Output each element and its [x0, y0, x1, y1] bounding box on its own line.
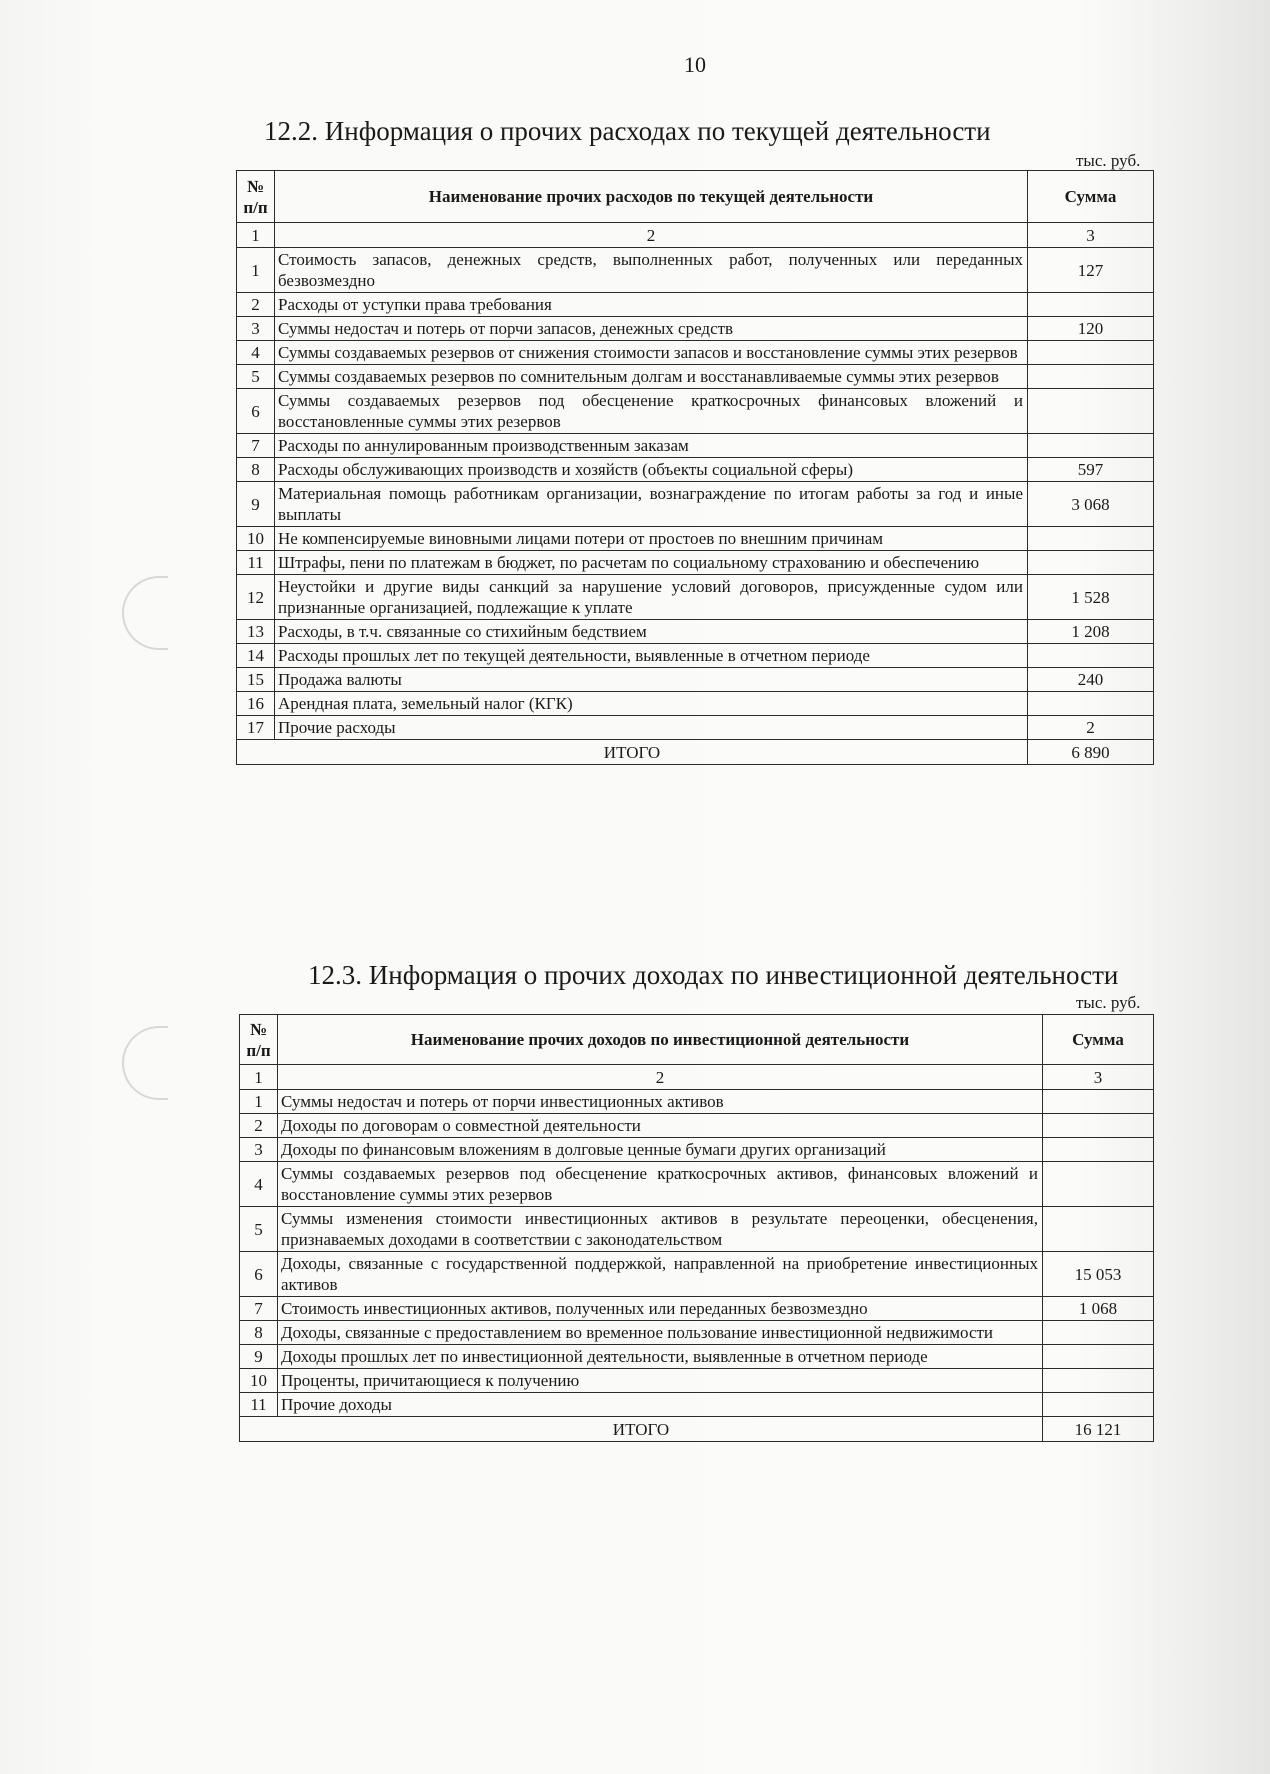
row-name: Материальная помощь работникам организации, вознаграждение по итогам работы за год и иные выплаты — [275, 482, 1028, 527]
table-row — [237, 620, 1154, 644]
row-number: 9 — [240, 1345, 278, 1369]
row-sum: 597 — [1028, 458, 1154, 482]
row-sum — [1028, 365, 1154, 389]
row-number: 2 — [237, 293, 275, 317]
row-sum — [1043, 1138, 1154, 1162]
table-row — [240, 1207, 1154, 1252]
expenses-table — [236, 170, 1154, 765]
total-label: ИТОГО — [240, 1417, 1043, 1442]
index-row — [237, 223, 1154, 248]
row-sum — [1043, 1090, 1154, 1114]
row-number: 11 — [240, 1393, 278, 1417]
row-number: 10 — [240, 1369, 278, 1393]
row-name: Доходы, связанные с предоставлением во временное пользование инвестиционной недвижимости — [278, 1321, 1043, 1345]
index-cell: 2 — [278, 1065, 1043, 1090]
index-cell: 2 — [275, 223, 1028, 248]
row-sum: 2 — [1028, 716, 1154, 740]
expenses-body — [237, 248, 1154, 740]
table-row — [237, 293, 1154, 317]
row-name: Доходы, связанные с государственной поддержкой, направленной на приобретение инвестиционных активов — [278, 1252, 1043, 1297]
row-sum — [1043, 1162, 1154, 1207]
table-row — [237, 389, 1154, 434]
row-number: 2 — [240, 1114, 278, 1138]
row-name: Расходы прошлых лет по текущей деятельности, выявленные в отчетном периоде — [275, 644, 1028, 668]
row-name: Суммы недостач и потерь от порчи инвестиционных активов — [278, 1090, 1043, 1114]
row-name: Расходы обслуживающих производств и хозяйств (объекты социальной сферы) — [275, 458, 1028, 482]
row-name: Прочие доходы — [278, 1393, 1043, 1417]
row-sum — [1028, 692, 1154, 716]
table-row — [237, 434, 1154, 458]
table-row — [237, 341, 1154, 365]
row-number: 3 — [240, 1138, 278, 1162]
row-number: 6 — [237, 389, 275, 434]
table-row — [237, 551, 1154, 575]
row-number: 8 — [240, 1321, 278, 1345]
row-number: 5 — [237, 365, 275, 389]
row-sum — [1028, 341, 1154, 365]
row-sum — [1043, 1369, 1154, 1393]
row-name: Штрафы, пени по платежам в бюджет, по расчетам по социальному страхованию и обеспечению — [275, 551, 1028, 575]
incomes-table — [239, 1014, 1154, 1442]
table-row — [237, 458, 1154, 482]
row-name: Суммы создаваемых резервов от снижения стоимости запасов и восстановление суммы этих резервов — [275, 341, 1028, 365]
row-number: 7 — [237, 434, 275, 458]
table-row — [240, 1090, 1154, 1114]
column-header-sum: Сумма — [1028, 171, 1154, 223]
row-name: Суммы создаваемых резервов по сомнительным долгам и восстанавливаемые суммы этих резервов — [275, 365, 1028, 389]
row-sum — [1043, 1393, 1154, 1417]
row-number: 4 — [237, 341, 275, 365]
table-row — [240, 1162, 1154, 1207]
row-name: Прочие расходы — [275, 716, 1028, 740]
incomes-body — [240, 1090, 1154, 1417]
table-row — [237, 248, 1154, 293]
row-name: Доходы по договорам о совместной деятельности — [278, 1114, 1043, 1138]
row-number: 10 — [237, 527, 275, 551]
column-header-num: № п/п — [237, 171, 275, 223]
table-row — [237, 668, 1154, 692]
total-row — [237, 740, 1154, 765]
total-label: ИТОГО — [237, 740, 1028, 765]
row-number: 7 — [240, 1297, 278, 1321]
row-name: Суммы недостач и потерь от порчи запасов, денежных средств — [275, 317, 1028, 341]
row-number: 3 — [237, 317, 275, 341]
table-row — [237, 317, 1154, 341]
index-cell: 3 — [1043, 1065, 1154, 1090]
page-number: 10 — [684, 52, 706, 77]
table-row — [240, 1297, 1154, 1321]
total-sum: 6 890 — [1028, 740, 1154, 765]
row-name: Стоимость запасов, денежных средств, выполненных работ, полученных или переданных безвозмездно — [275, 248, 1028, 293]
table-row — [237, 644, 1154, 668]
table-row — [240, 1393, 1154, 1417]
row-sum: 1 208 — [1028, 620, 1154, 644]
row-name: Расходы, в т.ч. связанные со стихийным бедствием — [275, 620, 1028, 644]
row-number: 16 — [237, 692, 275, 716]
row-number: 12 — [237, 575, 275, 620]
row-sum: 1 528 — [1028, 575, 1154, 620]
table-row — [240, 1138, 1154, 1162]
row-sum: 1 068 — [1043, 1297, 1154, 1321]
incomes-unit: тыс. руб. — [1076, 993, 1141, 1012]
row-sum — [1028, 527, 1154, 551]
table-row — [240, 1114, 1154, 1138]
row-sum — [1028, 551, 1154, 575]
column-header-name: Наименование прочих доходов по инвестиционной деятельности — [278, 1015, 1043, 1065]
row-sum — [1043, 1345, 1154, 1369]
row-name: Суммы изменения стоимости инвестиционных активов в результате переоценки, обесценения, признаваемых доходами в соответствии с законодательством — [278, 1207, 1043, 1252]
table-row — [237, 527, 1154, 551]
row-name: Неустойки и другие виды санкций за нарушение условий договоров, присужденные судом или признанные организацией, подлежащие к уплате — [275, 575, 1028, 620]
row-name: Суммы создаваемых резервов под обесценение краткосрочных финансовых вложений и восстановленные суммы этих резервов — [275, 389, 1028, 434]
table-row — [237, 575, 1154, 620]
expenses-title: 12.2. Информация о прочих расходах по текущей деятельности — [264, 116, 991, 146]
incomes-title: 12.3. Информация о прочих доходах по инвестиционной деятельности — [308, 960, 1119, 990]
row-number: 14 — [237, 644, 275, 668]
row-number: 8 — [237, 458, 275, 482]
row-name: Доходы прошлых лет по инвестиционной деятельности, выявленные в отчетном периоде — [278, 1345, 1043, 1369]
total-sum: 16 121 — [1043, 1417, 1154, 1442]
table-row — [240, 1369, 1154, 1393]
row-number: 9 — [237, 482, 275, 527]
row-name: Суммы создаваемых резервов под обесценение краткосрочных активов, финансовых вложений и восстановление суммы этих резервов — [278, 1162, 1043, 1207]
row-number: 15 — [237, 668, 275, 692]
column-header-name: Наименование прочих расходов по текущей деятельности — [275, 171, 1028, 223]
index-row — [240, 1065, 1154, 1090]
row-name: Продажа валюты — [275, 668, 1028, 692]
table-row — [237, 482, 1154, 527]
table-row — [237, 692, 1154, 716]
row-sum — [1028, 389, 1154, 434]
row-name: Стоимость инвестиционных активов, полученных или переданных безвозмездно — [278, 1297, 1043, 1321]
table-row — [240, 1252, 1154, 1297]
column-header-num: № п/п — [240, 1015, 278, 1065]
row-number: 1 — [237, 248, 275, 293]
table-row — [240, 1321, 1154, 1345]
row-sum: 240 — [1028, 668, 1154, 692]
row-sum: 15 053 — [1043, 1252, 1154, 1297]
table-row — [240, 1345, 1154, 1369]
row-number: 5 — [240, 1207, 278, 1252]
total-row — [240, 1417, 1154, 1442]
header-row — [240, 1015, 1154, 1065]
row-sum: 127 — [1028, 248, 1154, 293]
row-name: Расходы по аннулированным производственным заказам — [275, 434, 1028, 458]
row-number: 4 — [240, 1162, 278, 1207]
row-name: Доходы по финансовым вложениям в долговые ценные бумаги других организаций — [278, 1138, 1043, 1162]
row-sum — [1043, 1321, 1154, 1345]
row-sum: 3 068 — [1028, 482, 1154, 527]
row-sum — [1028, 434, 1154, 458]
column-header-sum: Сумма — [1043, 1015, 1154, 1065]
row-sum — [1028, 293, 1154, 317]
table-row — [237, 365, 1154, 389]
row-number: 11 — [237, 551, 275, 575]
row-number: 17 — [237, 716, 275, 740]
row-sum — [1043, 1114, 1154, 1138]
index-cell: 3 — [1028, 223, 1154, 248]
row-name: Арендная плата, земельный налог (КГК) — [275, 692, 1028, 716]
row-name: Не компенсируемые виновными лицами потери от простоев по внешним причинам — [275, 527, 1028, 551]
index-cell: 1 — [240, 1065, 278, 1090]
index-cell: 1 — [237, 223, 275, 248]
row-number: 6 — [240, 1252, 278, 1297]
row-number: 13 — [237, 620, 275, 644]
row-sum: 120 — [1028, 317, 1154, 341]
row-name: Проценты, причитающиеся к получению — [278, 1369, 1043, 1393]
row-sum — [1028, 644, 1154, 668]
expenses-unit: тыс. руб. — [1076, 151, 1141, 170]
row-number: 1 — [240, 1090, 278, 1114]
table-row — [237, 716, 1154, 740]
row-sum — [1043, 1207, 1154, 1252]
row-name: Расходы от уступки права требования — [275, 293, 1028, 317]
header-row — [237, 171, 1154, 223]
